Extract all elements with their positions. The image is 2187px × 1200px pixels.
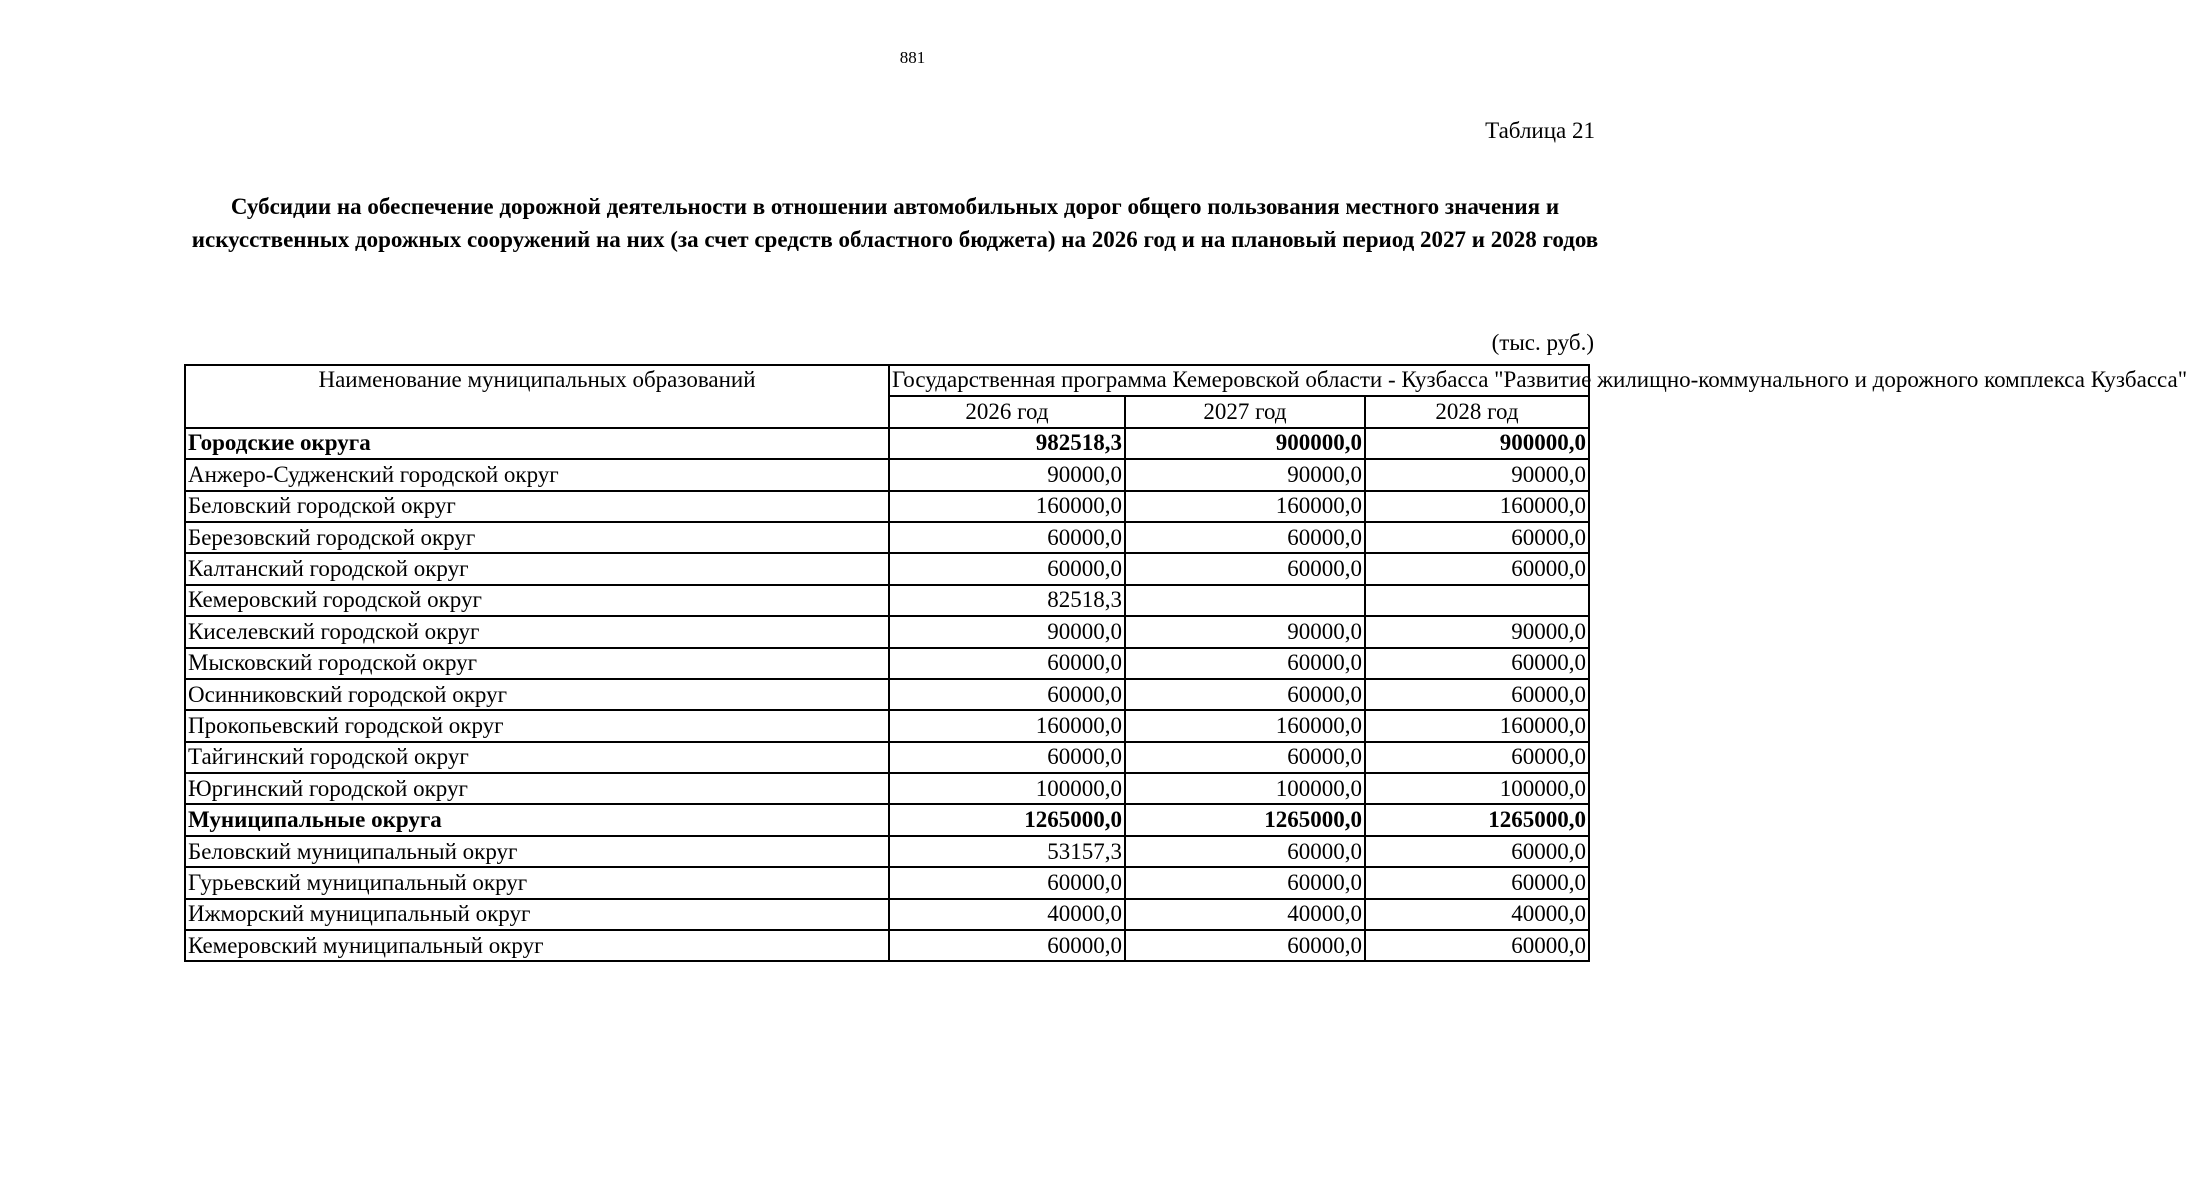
row-value-2026: 1265000,0	[889, 804, 1125, 835]
row-name: Гурьевский муниципальный округ	[185, 867, 889, 898]
row-value-2028: 60000,0	[1365, 648, 1589, 679]
row-value-2028: 900000,0	[1365, 428, 1589, 459]
row-name: Прокопьевский городской округ	[185, 710, 889, 741]
table-row	[185, 930, 1589, 961]
row-value-2028: 100000,0	[1365, 773, 1589, 804]
header-year-2027: 2027 год	[1125, 396, 1365, 427]
table-row	[185, 742, 1589, 773]
row-value-2028: 60000,0	[1365, 522, 1589, 553]
row-value-2026: 90000,0	[889, 459, 1125, 490]
header-program: Государственная программа Кемеровской области - Кузбасса "Развитие жилищно-коммунального и дорожного комплекса Кузбасса"	[889, 365, 1589, 396]
row-value-2026: 60000,0	[889, 679, 1125, 710]
row-value-2027: 60000,0	[1125, 836, 1365, 867]
row-value-2028: 90000,0	[1365, 616, 1589, 647]
table-row	[185, 679, 1589, 710]
row-value-2027: 60000,0	[1125, 522, 1365, 553]
row-value-2028: 160000,0	[1365, 491, 1589, 522]
table-row	[185, 553, 1589, 584]
row-name: Кемеровский городской округ	[185, 585, 889, 616]
row-name: Березовский городской округ	[185, 522, 889, 553]
row-value-2027: 100000,0	[1125, 773, 1365, 804]
row-name: Киселевский городской округ	[185, 616, 889, 647]
row-value-2026: 60000,0	[889, 867, 1125, 898]
row-value-2028: 60000,0	[1365, 930, 1589, 961]
row-name: Беловский муниципальный округ	[185, 836, 889, 867]
row-value-2026: 53157,3	[889, 836, 1125, 867]
row-value-2028: 60000,0	[1365, 867, 1589, 898]
table-row	[185, 616, 1589, 647]
table-row	[185, 899, 1589, 930]
row-value-2026: 60000,0	[889, 648, 1125, 679]
row-name: Тайгинский городской округ	[185, 742, 889, 773]
row-value-2026: 982518,3	[889, 428, 1125, 459]
row-value-2026: 60000,0	[889, 742, 1125, 773]
row-value-2026: 160000,0	[889, 491, 1125, 522]
row-value-2028: 90000,0	[1365, 459, 1589, 490]
page-number: 881	[899, 48, 926, 67]
row-value-2027: 60000,0	[1125, 679, 1365, 710]
row-value-2028: 1265000,0	[1365, 804, 1589, 835]
row-name: Ижморский муниципальный округ	[185, 899, 889, 930]
row-value-2026: 60000,0	[889, 930, 1125, 961]
header-year-2026: 2026 год	[889, 396, 1125, 427]
row-value-2026: 82518,3	[889, 585, 1125, 616]
row-value-2028	[1365, 585, 1589, 616]
table-body	[185, 428, 1589, 962]
row-value-2026: 100000,0	[889, 773, 1125, 804]
table-row	[185, 522, 1589, 553]
row-value-2026: 40000,0	[889, 899, 1125, 930]
row-name: Беловский городской округ	[185, 491, 889, 522]
row-value-2027: 60000,0	[1125, 553, 1365, 584]
row-value-2027: 60000,0	[1125, 742, 1365, 773]
row-value-2027: 60000,0	[1125, 930, 1365, 961]
table-label: Таблица 21	[1485, 118, 1595, 143]
row-name: Городские округа	[185, 428, 889, 459]
table-row	[185, 648, 1589, 679]
table-group-row	[185, 428, 1589, 459]
table-row	[185, 836, 1589, 867]
table-row	[185, 459, 1589, 490]
row-name: Муниципальные округа	[185, 804, 889, 835]
row-value-2028: 60000,0	[1365, 742, 1589, 773]
row-value-2028: 60000,0	[1365, 836, 1589, 867]
table-row	[185, 710, 1589, 741]
row-name: Калтанский городской округ	[185, 553, 889, 584]
row-name: Юргинский городской округ	[185, 773, 889, 804]
row-value-2028: 60000,0	[1365, 553, 1589, 584]
row-name: Анжеро-Судженский городской округ	[185, 459, 889, 490]
row-value-2027: 1265000,0	[1125, 804, 1365, 835]
row-value-2027: 160000,0	[1125, 710, 1365, 741]
row-value-2026: 60000,0	[889, 522, 1125, 553]
row-value-2027: 160000,0	[1125, 491, 1365, 522]
table-row	[185, 585, 1589, 616]
table-group-row	[185, 804, 1589, 835]
header-year-2028: 2028 год	[1365, 396, 1589, 427]
row-value-2026: 160000,0	[889, 710, 1125, 741]
row-value-2027: 60000,0	[1125, 867, 1365, 898]
row-value-2027: 90000,0	[1125, 459, 1365, 490]
row-value-2027: 40000,0	[1125, 899, 1365, 930]
document-title: Субсидии на обеспечение дорожной деятельности в отношении автомобильных дорог общего пользования местного значения и искусственных дорожных сооружений на них (за счет средств областного бюджета) на 2026 год и на плановый период 2027 и 2028 годов	[191, 194, 1599, 252]
row-value-2027	[1125, 585, 1365, 616]
row-value-2028: 40000,0	[1365, 899, 1589, 930]
row-value-2026: 90000,0	[889, 616, 1125, 647]
table-row	[185, 867, 1589, 898]
subsidy-table	[184, 364, 2187, 962]
row-value-2028: 160000,0	[1365, 710, 1589, 741]
row-name: Осинниковский городской округ	[185, 679, 889, 710]
table-row	[185, 491, 1589, 522]
table-row	[185, 773, 1589, 804]
row-name: Кемеровский муниципальный округ	[185, 930, 889, 961]
units-label: (тыс. руб.)	[1491, 330, 1594, 355]
row-value-2027: 60000,0	[1125, 648, 1365, 679]
header-municipality-name: Наименование муниципальных образований	[185, 365, 889, 428]
row-name: Мысковский городской округ	[185, 648, 889, 679]
row-value-2027: 90000,0	[1125, 616, 1365, 647]
row-value-2028: 60000,0	[1365, 679, 1589, 710]
row-value-2027: 900000,0	[1125, 428, 1365, 459]
row-value-2026: 60000,0	[889, 553, 1125, 584]
